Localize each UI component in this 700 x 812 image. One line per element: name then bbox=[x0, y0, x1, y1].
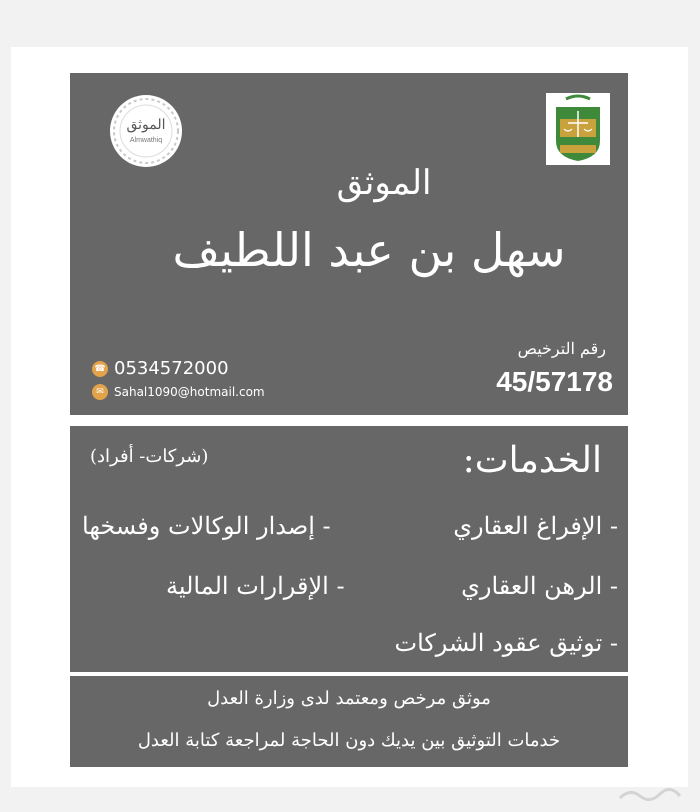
services-heading: الخدمات: bbox=[462, 440, 602, 481]
notary-name: سهل بن عبد اللطيف bbox=[172, 223, 566, 277]
service-item: - الإقرارات المالية bbox=[166, 572, 345, 600]
license-number: 45/57178 bbox=[496, 366, 613, 397]
email-contact[interactable] bbox=[92, 384, 265, 400]
footer-service-statement: خدمات التوثيق بين يديك دون الحاجة لمراجعة كتابة العدل bbox=[137, 730, 561, 751]
site-watermark bbox=[616, 784, 686, 808]
card-title: الموثق bbox=[336, 163, 432, 203]
service-item: - إصدار الوكالات وفسخها bbox=[82, 512, 331, 540]
phone-contact[interactable] bbox=[92, 358, 229, 379]
email-icon: ✉ bbox=[92, 384, 108, 400]
clients-note: (شركات- أفراد) bbox=[90, 446, 209, 467]
phone-icon: ☎ bbox=[92, 361, 108, 377]
service-item: - الإفراغ العقاري bbox=[453, 512, 618, 540]
email-address: Sahal1090@hotmail.com bbox=[114, 385, 265, 399]
footer-panel bbox=[70, 676, 628, 767]
card-header-panel bbox=[70, 73, 628, 415]
phone-number: 0534572000 bbox=[114, 358, 229, 379]
almwathiq-logo bbox=[108, 93, 184, 169]
logo-arabic-text: الموثق bbox=[126, 117, 166, 133]
service-item: - توثيق عقود الشركات bbox=[394, 629, 618, 657]
service-item: - الرهن العقاري bbox=[461, 572, 618, 600]
logo-latin-text: Almwathiq bbox=[129, 137, 163, 144]
services-panel bbox=[70, 426, 628, 672]
ministry-of-justice-emblem-icon bbox=[546, 93, 610, 165]
license-label: رقم الترخيص bbox=[517, 339, 606, 358]
footer-license-statement: موثق مرخص ومعتمد لدى وزارة العدل bbox=[207, 688, 491, 709]
